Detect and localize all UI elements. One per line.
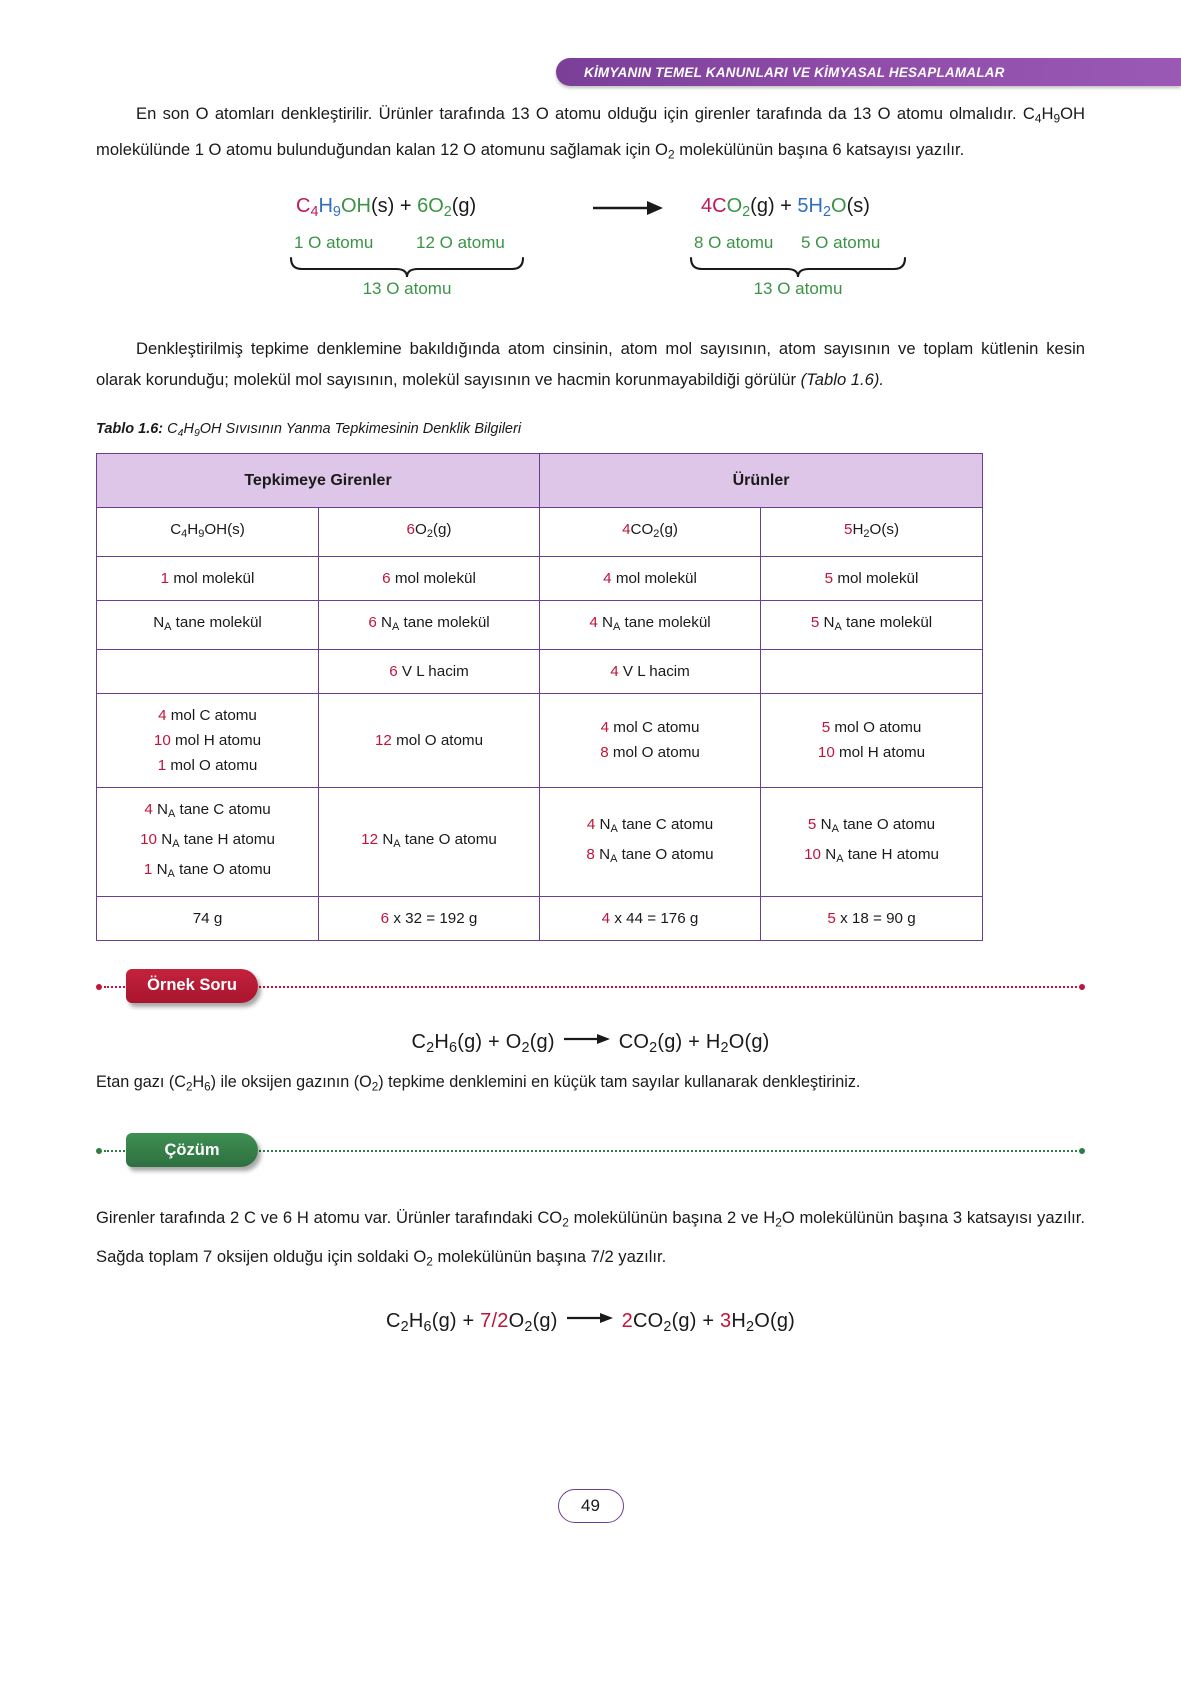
eq1p-oxygen: O — [726, 194, 743, 217]
question-text-c: ) ile oksijen gazının (O — [210, 1072, 372, 1091]
cell-coefficient: 4 — [589, 613, 598, 631]
label-right-total: 13 O atomu — [753, 278, 843, 298]
cell-coefficient: 10 — [153, 731, 171, 749]
table-cell — [319, 600, 540, 649]
intro-sub-9: 9 — [1053, 111, 1061, 126]
table-caption-formula-h: H — [183, 420, 194, 437]
eq1p-coefficient-4: 4 — [701, 194, 713, 217]
table-cell — [761, 649, 983, 693]
s-eq-oxygen: O — [508, 1309, 525, 1332]
arrow-right-icon — [591, 197, 665, 219]
intro-paragraph — [96, 0, 1085, 171]
label-left-total: 13 O atomu — [362, 278, 452, 298]
q-eq-plus2: + — [682, 1030, 706, 1053]
q-eq-carbon-sub: 2 — [426, 1039, 435, 1056]
table-cell-line: 1 mol molekül — [160, 569, 255, 587]
table-cell — [540, 600, 761, 649]
table-cell-line: 4 $N_A$ tane C atomu — [586, 815, 714, 835]
q-eq-hydrogen: H — [434, 1030, 450, 1053]
cell-coefficient: 10 — [140, 830, 157, 848]
cell-coefficient: 5 — [824, 569, 834, 587]
table-group-header-row — [97, 453, 983, 507]
cell-coefficient: 10 — [817, 744, 835, 762]
table-caption-number: Tablo 1.6: — [96, 420, 164, 437]
s-eq-coefficient-2: 2 — [621, 1309, 633, 1332]
table-cell: $5H_2O(s)$ — [761, 507, 983, 556]
ornek-soru-strip — [96, 963, 1085, 1009]
eq1-hydrogen-sub: 9 — [332, 203, 341, 220]
q-eq-hydrogen-sub: 6 — [449, 1039, 458, 1056]
table-row — [97, 600, 983, 649]
table-cell — [97, 556, 319, 600]
table-caption-formula-c: C — [167, 420, 178, 437]
table-cell — [319, 693, 540, 787]
cell-coefficient: 6 — [380, 909, 390, 927]
table-cell — [319, 787, 540, 896]
intro-text-d: molekülünün başına 6 katsayısı yazılır. — [674, 140, 965, 160]
table-row — [97, 649, 983, 693]
s-eq-coefficient-3: 3 — [720, 1309, 732, 1332]
q-eq-oxygen: O — [505, 1030, 522, 1053]
curly-brace-icon — [288, 256, 526, 278]
cell-coefficient: 4 — [158, 706, 167, 724]
s-eq-coefficient-7-2: 7/2 — [480, 1309, 509, 1332]
table-cell-line: 4 mol C atomu — [600, 719, 700, 737]
table-cell — [761, 787, 983, 896]
table-cell-line: 5 $N_A$ tane O atomu — [807, 815, 936, 835]
table-cell — [97, 693, 319, 787]
cozum-badge: Çözüm — [126, 1133, 258, 1167]
cell-coefficient: 6 — [368, 613, 377, 631]
eq1-oxygen: O — [428, 194, 444, 217]
q-eq-state1: (g) — [457, 1030, 483, 1053]
table-cell — [319, 649, 540, 693]
conservation-paragraph — [96, 333, 1085, 395]
eq1p-hydrogen: H — [808, 194, 823, 217]
avogadro-symbol: N — [602, 613, 614, 631]
conservation-table-ref: (Tablo 1.6). — [800, 369, 884, 389]
question-text-d: ) tepkime denklemini en küçük tam sayılar kullanarak denkleştiriniz. — [378, 1072, 861, 1091]
eq1-hydrogen: H — [318, 194, 333, 217]
chapter-header-title: KİMYANIN TEMEL KANUNLARI VE KİMYASAL HESAPLAMALAR — [584, 64, 1005, 80]
eq1p-oxygen-sub: 2 — [742, 203, 751, 220]
solution-sub-2: 2 — [775, 1215, 782, 1230]
intro-text-b: H — [1041, 104, 1054, 123]
cell-coefficient: 5 — [827, 909, 836, 927]
avogadro-symbol: N — [382, 830, 394, 848]
q-eq-prod-state2: (g) — [744, 1030, 770, 1053]
q-eq-prod-h: H — [705, 1030, 721, 1053]
solution-equation — [96, 1308, 1085, 1335]
s-eq-plus2: + — [696, 1309, 721, 1332]
question-text — [96, 1068, 1085, 1101]
q-eq-prod-o: O — [728, 1030, 745, 1053]
intro-sub-2: 2 — [667, 147, 675, 162]
table-caption-formula-oh: OH — [199, 420, 222, 437]
solution-text-a: Girenler tarafında 2 C ve 6 H atomu var. Ürünler tarafındaki CO — [96, 1208, 563, 1228]
solution-paragraph — [96, 1201, 1085, 1278]
table-cell — [540, 787, 761, 896]
reaction-arrow-icon — [566, 1308, 614, 1331]
table-cell-line: 6 $N_A$ tane molekül — [368, 613, 490, 633]
table-caption-sub1: 4 — [177, 427, 184, 439]
table-row-formulas — [97, 507, 983, 556]
eq1-carbon: C — [296, 194, 311, 217]
cell-coefficient: 4 — [601, 909, 611, 927]
s-eq-state2: (g) — [532, 1309, 558, 1332]
table-cell-line: 8 $N_A$ tane O atomu — [586, 845, 714, 865]
q-eq-prod-c-sub: 2 — [649, 1039, 658, 1056]
arrow-right-icon — [563, 1032, 611, 1046]
table-cell: $6O_2(g)$ — [319, 507, 540, 556]
table-caption — [96, 421, 1085, 439]
s-eq-oxygen-sub: 2 — [524, 1318, 533, 1335]
question-text-b: H — [192, 1072, 205, 1091]
table-cell-line: 5 mol molekül — [824, 569, 919, 587]
eq1p-carbon: C — [712, 194, 727, 217]
avogadro-symbol: N — [157, 800, 168, 818]
table-cell-line: 4 $N_A$ tane molekül — [589, 613, 711, 633]
table-cell — [97, 787, 319, 896]
avogadro-symbol: N — [381, 613, 393, 631]
eq1-plus: + — [394, 194, 418, 217]
strip-dot-right — [1079, 1148, 1085, 1154]
s-eq-prod-o: O — [754, 1309, 770, 1332]
table-cell-line: 5 mol O atomu — [821, 719, 922, 737]
s-eq-carbon-sub: 2 — [400, 1318, 409, 1335]
eq1-coefficient-6: 6 — [417, 194, 429, 217]
eq1p-state-gas: (g) — [750, 194, 775, 217]
cell-coefficient: 1 — [160, 569, 170, 587]
eq1p-hydrogen-sub: 2 — [822, 203, 831, 220]
avogadro-symbol: N — [156, 860, 168, 878]
intro-text-c: OH molekülünde 1 O atomu bulunduğundan kalan 12 O atomunu sağlamak için O — [96, 104, 1085, 160]
table-cell-line: 10 $N_A$ tane H atomu — [140, 830, 275, 850]
s-eq-prod-state1: (g) — [671, 1309, 697, 1332]
table-cell — [319, 556, 540, 600]
question-sub-3: 2 — [371, 1080, 379, 1094]
avogadro-symbol: N — [825, 845, 837, 863]
curly-brace-icon — [688, 256, 908, 278]
table-cell — [761, 600, 983, 649]
table-cell-line: 12 $N_A$ tane O atomu — [361, 830, 497, 850]
table-cell — [97, 649, 319, 693]
avogadro-symbol: N — [820, 815, 832, 833]
table-cell-line: 6 V L hacim — [389, 662, 469, 680]
reaction-arrow-icon — [563, 1029, 611, 1052]
s-eq-hydrogen-sub: 6 — [423, 1318, 432, 1335]
cell-coefficient: 8 — [600, 744, 609, 762]
s-eq-prod-h: H — [731, 1309, 746, 1332]
table-cell — [761, 556, 983, 600]
eq1p-plus: + — [774, 194, 798, 217]
cell-coefficient: 12 — [361, 830, 379, 848]
s-eq-plus1: + — [456, 1309, 481, 1332]
label-left-12-o-atomu: 12 O atomu — [416, 232, 505, 252]
table-cell — [97, 600, 319, 649]
equation1-products — [701, 195, 1001, 220]
q-eq-prod-c: CO — [618, 1030, 650, 1053]
solution-sub-1: 2 — [562, 1215, 569, 1230]
label-left-1-o-atomu: 1 O atomu — [294, 232, 374, 252]
table-cell-line: 4 $N_A$ tane C atomu — [144, 800, 271, 820]
table-cell — [540, 896, 761, 940]
cell-coefficient: 4 — [610, 662, 619, 680]
table-cell: $C_4H_9OH(s)$ — [97, 507, 319, 556]
table-row — [97, 787, 983, 896]
cell-coefficient: 6 — [382, 569, 391, 587]
eq1-carbon-sub: 4 — [310, 203, 319, 220]
table-cell-line: $N_A$ tane molekül — [153, 613, 262, 633]
cell-coefficient: 1 — [143, 860, 153, 878]
table-cell-line: 8 mol O atomu — [600, 744, 700, 762]
solution-text-c: O molekülünün başına 3 katsayısı yazılır. Sağda toplam 7 oksijen olduğu için soldaki O — [96, 1208, 1086, 1266]
label-right-5-o-atomu: 5 O atomu — [801, 232, 881, 252]
cell-coefficient: 4 — [586, 815, 596, 833]
table-caption-rest: Sıvısının Yanma Tepkimesinin Denklik Bilgileri — [225, 420, 522, 437]
s-eq-prod-c-sub: 2 — [663, 1318, 672, 1335]
cell-coefficient: 12 — [374, 731, 392, 749]
table-row — [97, 693, 983, 787]
s-eq-hydrogen: H — [408, 1309, 424, 1332]
cell-coefficient: 4 — [144, 800, 153, 818]
cell-coefficient: 6 — [389, 662, 398, 680]
intro-text-a: En son O atomları denkleştirilir. Ürünler tarafında 13 O atomu olduğu için girenler tarafında da 13 O atomu olmalıdır. C — [136, 104, 1035, 123]
arrow-right-icon — [566, 1311, 614, 1325]
s-eq-prod-h-sub: 2 — [746, 1318, 755, 1335]
table-cell-line: 4 x 44 = 176 g — [601, 909, 699, 927]
equation1-reactants — [296, 195, 556, 220]
eq1p-state-solid: (s) — [846, 194, 870, 217]
q-eq-carbon: C — [411, 1030, 427, 1053]
eq1p-oxygen2: O — [831, 194, 847, 217]
avogadro-symbol: N — [161, 830, 173, 848]
table-cell — [761, 896, 983, 940]
solution-sub-3: 2 — [426, 1253, 433, 1268]
table-row — [97, 556, 983, 600]
avogadro-symbol: N — [599, 815, 611, 833]
table-cell-line: 12 mol O atomu — [374, 731, 484, 749]
cell-coefficient: 8 — [586, 845, 595, 863]
q-eq-state2: (g) — [529, 1030, 555, 1053]
solution-text-b: molekülünün başına 2 ve H — [568, 1208, 776, 1228]
eq1-state-solid: (s) — [370, 194, 395, 217]
table-row — [97, 896, 983, 940]
page-number: 49 — [558, 1489, 624, 1523]
avogadro-symbol: N — [599, 845, 611, 863]
table-cell — [97, 896, 319, 940]
q-eq-prod-state1: (g) — [657, 1030, 683, 1053]
cell-coefficient: 4 — [600, 719, 610, 737]
table-caption-sub2: 9 — [193, 427, 200, 439]
table-cell — [540, 693, 761, 787]
table-cell: $4CO_2(g)$ — [540, 507, 761, 556]
strip-dot-left — [96, 984, 102, 990]
s-eq-prod-c: CO — [632, 1309, 664, 1332]
table-cell-line: 4 mol C atomu — [158, 706, 257, 724]
table-cell-line: 10 $N_A$ tane H atomu — [804, 845, 939, 865]
eq1-oxygen-sub: 2 — [443, 203, 452, 220]
eq1-state-gas: (g) — [451, 194, 477, 217]
equivalence-data-table — [96, 453, 983, 941]
cell-coefficient: 1 — [157, 756, 167, 774]
cell-coefficient: 10 — [804, 845, 822, 863]
table-cell — [319, 896, 540, 940]
table-header-reactants: Tepkimeye Girenler — [97, 453, 540, 507]
table-header-products: Ürünler — [540, 453, 983, 507]
table-cell — [540, 556, 761, 600]
avogadro-symbol: N — [823, 613, 835, 631]
table-body — [97, 507, 983, 940]
q-eq-prod-h-sub: 2 — [720, 1039, 729, 1056]
cell-coefficient: 4 — [603, 569, 612, 587]
label-right-8-o-atomu: 8 O atomu — [694, 232, 774, 252]
table-cell-line: 74 g — [192, 909, 223, 927]
question-equation — [96, 1029, 1085, 1056]
question-sub-1: 2 — [185, 1080, 193, 1094]
strip-dot-right — [1079, 984, 1085, 990]
q-eq-oxygen-sub: 2 — [521, 1039, 530, 1056]
cell-coefficient: 5 — [810, 613, 820, 631]
conservation-text: Denkleştirilmiş tepkime denklemine bakıldığında atom cinsinin, atom mol sayısının, atom sayısının ve toplam kütlenin kesin olarak korunduğu; molekül mol sayısının, molekül sayısının ve hacmin korunmayabildiği görülür — [96, 338, 1085, 389]
s-eq-prod-state2: (g) — [769, 1309, 796, 1332]
solution-text-d: molekülünün başına 7/2 yazılır. — [432, 1246, 667, 1266]
ornek-soru-badge: Örnek Soru — [126, 969, 258, 1003]
cozum-strip — [96, 1127, 1085, 1173]
s-eq-carbon: C — [385, 1309, 401, 1332]
cell-coefficient: 5 — [821, 719, 831, 737]
eq1p-coefficient-5: 5 — [797, 194, 809, 217]
intro-sub-4: 4 — [1034, 111, 1042, 126]
balanced-equation-diagram — [96, 193, 1085, 303]
reaction-arrow-icon — [591, 197, 671, 219]
table-cell-line: 1 $N_A$ tane O atomu — [143, 860, 272, 880]
table-cell-line: 4 V L hacim — [610, 662, 690, 680]
table-cell-line: 6 x 32 = 192 g — [380, 909, 478, 927]
cell-coefficient: 5 — [807, 815, 817, 833]
table-cell-line: 6 mol molekül — [382, 569, 476, 587]
avogadro-symbol: N — [153, 613, 165, 631]
table-cell — [761, 693, 983, 787]
table-cell-line: 1 mol O atomu — [157, 756, 258, 774]
question-text-a: Etan gazı (C — [96, 1072, 186, 1091]
table-cell-line: 5 $N_A$ tane molekül — [810, 613, 933, 633]
table-cell — [540, 649, 761, 693]
table-cell-line: 10 mol H atomu — [817, 744, 926, 762]
q-eq-plus1: + — [482, 1030, 506, 1053]
table-cell-line: 10 mol H atomu — [153, 731, 262, 749]
eq1-hydroxyl: OH — [340, 194, 371, 217]
table-cell-line: 4 mol molekül — [603, 569, 697, 587]
question-sub-2: 6 — [204, 1080, 211, 1094]
strip-dot-left — [96, 1148, 102, 1154]
table-cell-line: 5 x 18 = 90 g — [827, 909, 916, 927]
s-eq-state1: (g) — [431, 1309, 457, 1332]
